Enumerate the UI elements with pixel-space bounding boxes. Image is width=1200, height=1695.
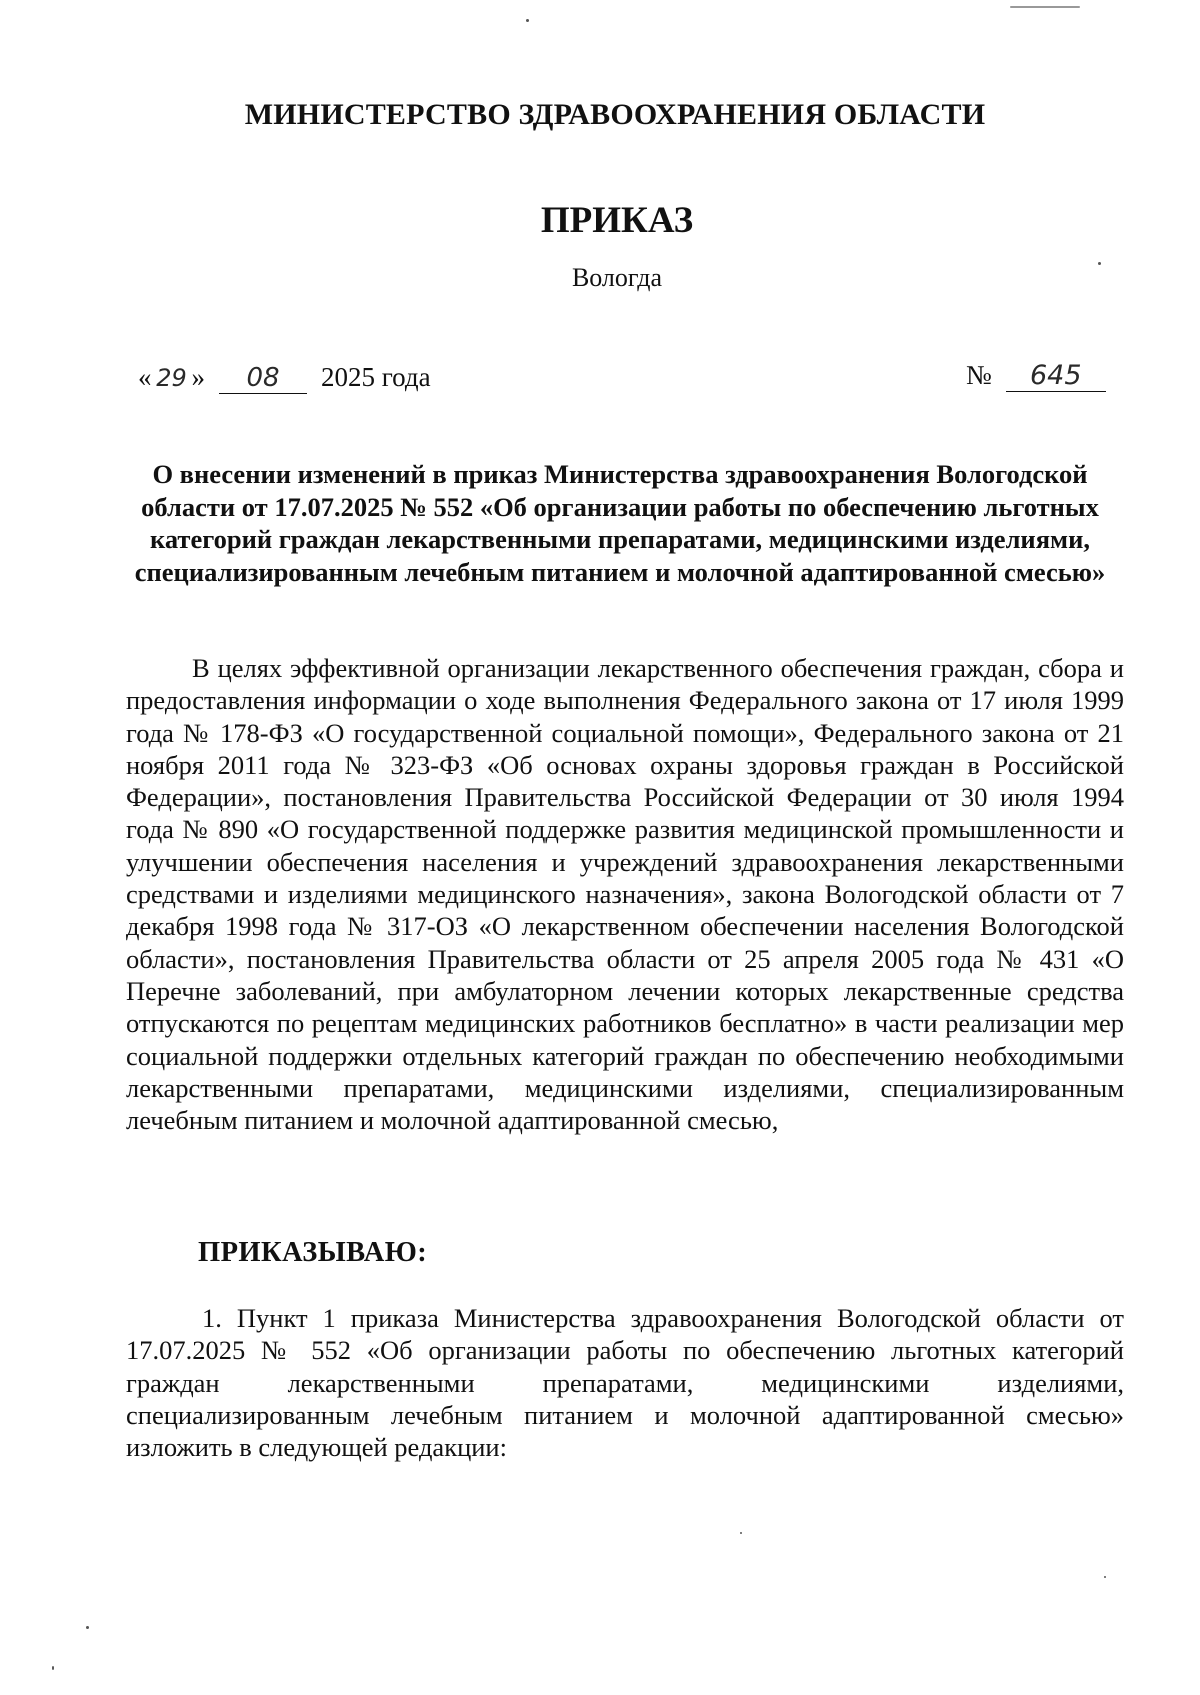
date-day: 29 [156,364,187,392]
order-date [138,362,431,394]
scan-edge-mark [1010,6,1080,8]
ministry-title: МИНИСТЕРСТВО ЗДРАВООХРАНЕНИЯ ОБЛАСТИ [244,98,986,131]
date-month: 08 [219,363,307,394]
order-heading: ПРИКАЗ [540,200,694,241]
order-subject: О внесении изменений в приказ Министерства здравоохранения Вологодской области от 17.07.2025 № 552 «Об организации работы по обеспечению льготных категорий граждан лекарственными препаратами, медицинскими изделиями, специализированным лечебным питанием и молочной адаптированной смесью» [134,459,1106,587]
number-value: 645 [1006,360,1106,392]
city-name: Вологда [571,263,663,292]
scan-speck [740,1532,742,1534]
date-open-quote: « [138,362,152,392]
order-number [966,360,1106,392]
number-label: № [966,360,992,390]
scan-speck [1098,262,1101,265]
scan-speck [86,1626,89,1629]
scan-speck [1104,1576,1106,1578]
date-year: 2025 года [321,362,431,392]
scan-speck [526,19,529,22]
scan-speck [52,1666,54,1670]
date-close-quote: » [191,362,205,392]
point-1-paragraph: 1. Пункт 1 приказа Министерства здравоохранения Вологодской области от 17.07.2025 № 552 «Об организации работы по обеспечению льготных категорий граждан лекарственными препаратами, медицинскими изделиями, специализированным лечебным питанием и молочной адаптированной смесью» изложить в следующей редакции: [126,1303,1124,1463]
preamble-paragraph: В целях эффективной организации лекарственного обеспечения граждан, сбора и предоставления информации о ходе выполнения Федерального закона от 17 июля 1999 года № 178-ФЗ «О государственной социальной помощи», Федерального закона от 21 ноября 2011 года № 323-ФЗ «Об основах охраны здоровья граждан в Российской Федерации», постановления Правительства Российской Федерации от 30 июля 1994 года № 890 «О государственной поддержке развития медицинской промышленности и улучшении обеспечения населения и учреждений здравоохранения лекарственными средствами и изделиями медицинского назначения», закона Вологодской области от 7 декабря 1998 года № 317-ОЗ «О лекарственном обеспечении населения Вологодской области», постановления Правительства области от 25 апреля 2005 года № 431 «О Перечне заболеваний, при амбулаторном лечении которых лекарственные средства отпускаются по рецептам медицинских работников бесплатно» в части реализации мер социальной поддержки отдельных категорий граждан по обеспечению необходимыми лекарственными препаратами, медицинскими изделиями, специализированным лечебным питанием и молочной адаптированной смесью, [126,653,1124,1136]
decree-word: ПРИКАЗЫВАЮ: [198,1237,428,1268]
